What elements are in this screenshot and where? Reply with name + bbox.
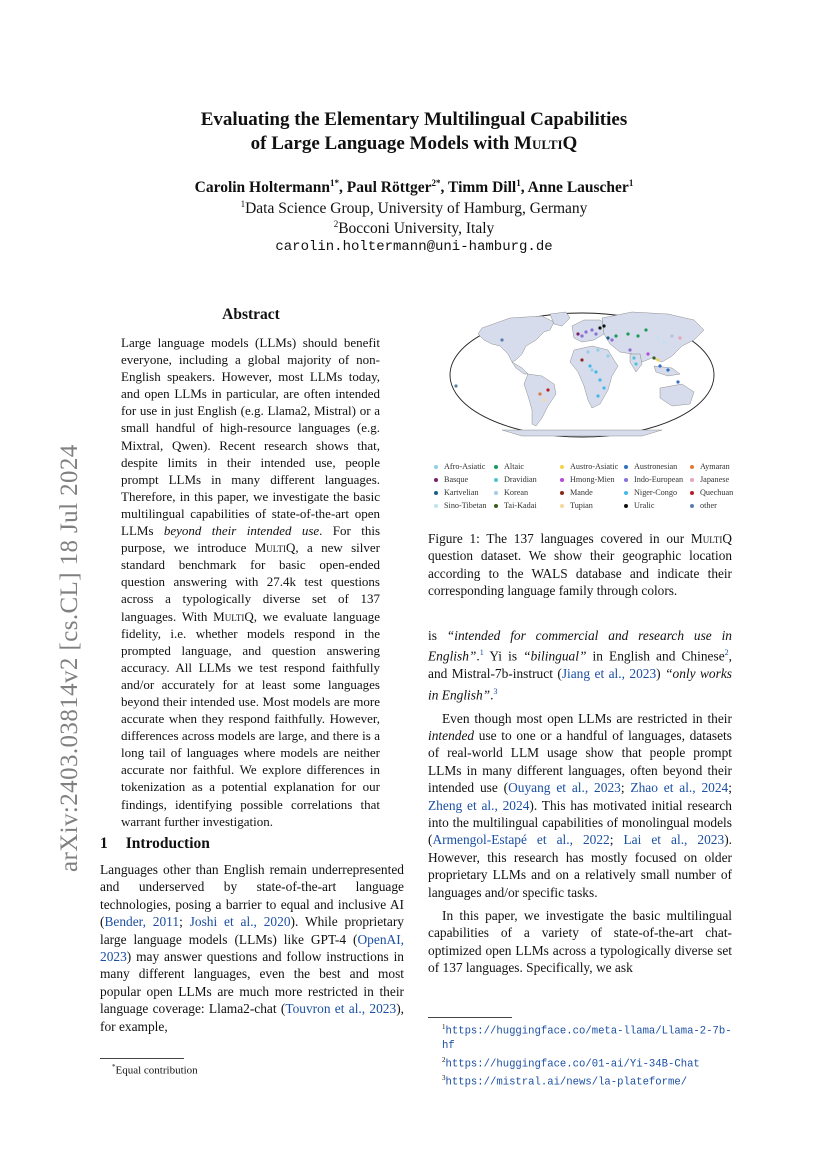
language-world-map — [432, 300, 732, 450]
map-legend — [432, 462, 732, 522]
legend-item: Dravidian — [494, 475, 537, 484]
affiliation: $^2$Bocconi University, Italy — [333, 219, 495, 238]
legend-dot-icon — [690, 478, 694, 482]
legend-item: Mande — [560, 488, 593, 497]
legend-item: Tupian — [560, 501, 593, 510]
legend-dot-icon — [690, 465, 694, 469]
intro-paragraph: Languages other than English remain underrepresented and underserved by state-of-the-art language technologies, posing a barrier to equal and inclusive AI (Bender, 2011; Joshi et al., 2020). While proprietary large language models (LLMs) like GPT-4 (OpenAI, 2023) may answer questions and follow instructions in many different languages, even the best and most popular open LLMs are much more restricted in their language coverage: Llama2-chat (Touvron et al., 2023), for example, — [100, 862, 404, 1034]
citation-link[interactable]: OpenAI, 2023 — [100, 931, 404, 965]
legend-item: Austro-Asiatic — [560, 462, 618, 471]
legend-dot-icon — [560, 465, 564, 469]
legend-dot-icon — [434, 504, 438, 508]
legend-dot-icon — [690, 491, 694, 495]
legend-item: Altaic — [494, 462, 524, 471]
legend-item: Basque — [434, 475, 468, 484]
citation-link[interactable]: Zheng et al., 2024 — [428, 797, 530, 813]
citation-link[interactable]: Zhao et al., 2024 — [630, 780, 729, 796]
footnote-url[interactable]: https://huggingface.co/meta-llama/Llama-2-7b-hf — [442, 1025, 732, 1053]
legend-dot-icon — [560, 478, 564, 482]
figure-caption: Figure 1: The 137 languages covered in our MultiQ question dataset. We show their geographic location according to the WALS database and indicate their corresponding language family through colors. — [428, 531, 732, 598]
benchmark-name: MultiQ — [514, 133, 578, 154]
abstract-heading: Abstract — [222, 306, 280, 323]
legend-dot-icon — [624, 491, 628, 495]
citation-link[interactable]: Jiang et al., 2023 — [561, 666, 657, 682]
legend-item: Aymaran — [690, 462, 730, 471]
legend-dot-icon — [434, 465, 438, 469]
affiliation: $^1$Data Science Group, University of Hamburg, Germany — [240, 199, 588, 218]
footnote-link[interactable]: 3 — [493, 686, 498, 696]
world-map-svg — [432, 300, 732, 450]
legend-item: Niger-Congo — [624, 488, 677, 497]
author: Anne Lauscher$^1$ — [527, 178, 634, 197]
legend-item: Japanese — [690, 475, 729, 484]
legend-dot-icon — [434, 478, 438, 482]
section-heading: 1 Introduction — [100, 835, 210, 852]
legend-dot-icon — [624, 465, 628, 469]
paper-title — [100, 108, 728, 156]
legend-dot-icon — [494, 504, 498, 508]
legend-dot-icon — [494, 491, 498, 495]
legend-dot-icon — [434, 491, 438, 495]
citation-link[interactable]: Bender, 2011 — [104, 914, 180, 930]
legend-dot-icon — [494, 478, 498, 482]
right-column-text — [428, 627, 732, 977]
citation-link[interactable]: Lai et al., 2023 — [623, 832, 725, 848]
footnote-link[interactable]: 1 — [479, 648, 484, 658]
author-list: Carolin Holtermann$^{1*}$, Paul Röttger$^{2*}$, Timm Dill$^1$, Anne Lauscher$^1$ — [194, 178, 634, 197]
legend-item: Korean — [494, 488, 528, 497]
abstract-text: Large language models (LLMs) should benefit everyone, including a global majority of non-English speakers. However, most LLMs today, and open LLMs in particular, are often intended for use in just English (e.g. Llama2, Mistral) or a small handful of high-resource languages (e.g. Mixtral, Qwen). Recent research shows that, despite limits in their intended use, people prompt LLMs in many different languages. Therefore, in this paper, we investigate the basic multilingual capabilities of state-of-the-art open LLMs beyond their intended use. For this purpose, we introduce MultiQ, a new silver standard benchmark for basic open-ended question answering with 27.4k test questions across a typologically diverse set of 137 languages. With MultiQ, we evaluate language fidelity, i.e. whether models respond in the prompted language, and question answering accuracy. All LLMs we test respond faithfully and/or accurately for at least some languages beyond their intended use. Most models are more accurate when they respond faithfully. However, differences across models are large, and there is a long tail of languages where models are neither accurate nor faithful. We explore differences in tokenization as a potential explanation for our findings, identifying possible correlations that warrant further investigation. — [121, 335, 381, 829]
legend-item: Austronesian — [624, 462, 677, 471]
citation-link[interactable]: Touvron et al., 2023 — [285, 1001, 397, 1017]
footnote-rule — [428, 1017, 512, 1018]
footnote: $^1$https://huggingface.co/meta-llama/Llama-2-7b-hf — [442, 1023, 732, 1053]
legend-item: Uralic — [624, 501, 654, 510]
footnote-equal-contribution: *Equal contribution — [112, 1063, 198, 1077]
footnote: $^3$https://mistral.ai/news/la-plateforme/ — [442, 1074, 688, 1089]
legend-item: Sino-Tibetan — [434, 501, 486, 510]
legend-item: Kartvelian — [434, 488, 479, 497]
legend-item: Hmong-Mien — [560, 475, 615, 484]
legend-item: Afro-Asiatic — [434, 462, 485, 471]
benchmark-name: MultiQ — [254, 540, 296, 556]
paragraph: In this paper, we investigate the basic multilingual capabilities of a variety of state-of-the-art chat-optimized open LLMs across a typologically diverse set of 137 languages. Specifically, we ask — [428, 908, 732, 976]
footnote-url[interactable]: https://huggingface.co/01-ai/Yi-34B-Chat — [445, 1058, 700, 1071]
title-line-2-text: of Large Language Models with — [250, 133, 515, 154]
contact-email[interactable]: carolin.holtermann@uni-hamburg.de — [275, 239, 553, 255]
benchmark-name: MultiQ — [690, 531, 732, 546]
author: Carolin Holtermann$^{1*}$ — [194, 178, 339, 197]
author: Paul Röttger$^{2*}$ — [346, 178, 441, 197]
legend-item: Tai-Kadai — [494, 501, 537, 510]
legend-dot-icon — [560, 504, 564, 508]
citation-link[interactable]: Armengol-Estapé et al., 2022 — [432, 832, 610, 848]
citation-link[interactable]: Ouyang et al., 2023 — [508, 780, 621, 796]
legend-dot-icon — [624, 478, 628, 482]
title-line-1: Evaluating the Elementary Multilingual Capabilities — [200, 109, 628, 130]
legend-dot-icon — [690, 504, 694, 508]
legend-dot-icon — [560, 491, 564, 495]
legend-dot-icon — [624, 504, 628, 508]
footnote-rule — [100, 1058, 184, 1059]
title-line-2 — [100, 132, 728, 156]
paragraph: Even though most open LLMs are restricted in their intended use to one or a handful of languages, datasets of real-world LLM usage show that people prompt LLMs in many different languages, often beyond their intended use (Ouyang et al., 2023; Zhao et al., 2024; Zheng et al., 2024). This has motivated initial research into the multilingual capabilities of monolingual models (Armengol-Estapé et al., 2022; Lai et al., 2023). However, this research has mostly focused on older proprietary LLMs and on a relatively small number of languages and/or specific tasks. — [428, 710, 732, 900]
benchmark-name: MultiQ — [213, 608, 254, 624]
author: Timm Dill$^1$ — [448, 178, 521, 197]
footnote: $^2$https://huggingface.co/01-ai/Yi-34B-Chat — [442, 1056, 700, 1071]
arxiv-stamp-text: arXiv:2403.03814v2 [cs.CL] 18 Jul 2024 — [56, 444, 83, 872]
legend-item: Indo-European — [624, 475, 683, 484]
citation-link[interactable]: Joshi et al., 2020 — [189, 914, 291, 930]
legend-dot-icon — [494, 465, 498, 469]
paragraph: is “intended for commercial and research use in English”.$^1$ Yi is “bilingual” in English and Chinese$^2$, and Mistral-7b-instruct (Jiang et al., 2023) “only works in English”.$^3$ — [428, 628, 733, 703]
footnote-url[interactable]: https://mistral.ai/news/la-plateforme/ — [445, 1076, 688, 1089]
footnotes — [428, 1021, 732, 1091]
legend-item: other — [690, 501, 717, 510]
arxiv-stamp — [14, 372, 83, 872]
footnote-link[interactable]: 2 — [724, 648, 729, 658]
legend-item: Quechuan — [690, 488, 733, 497]
